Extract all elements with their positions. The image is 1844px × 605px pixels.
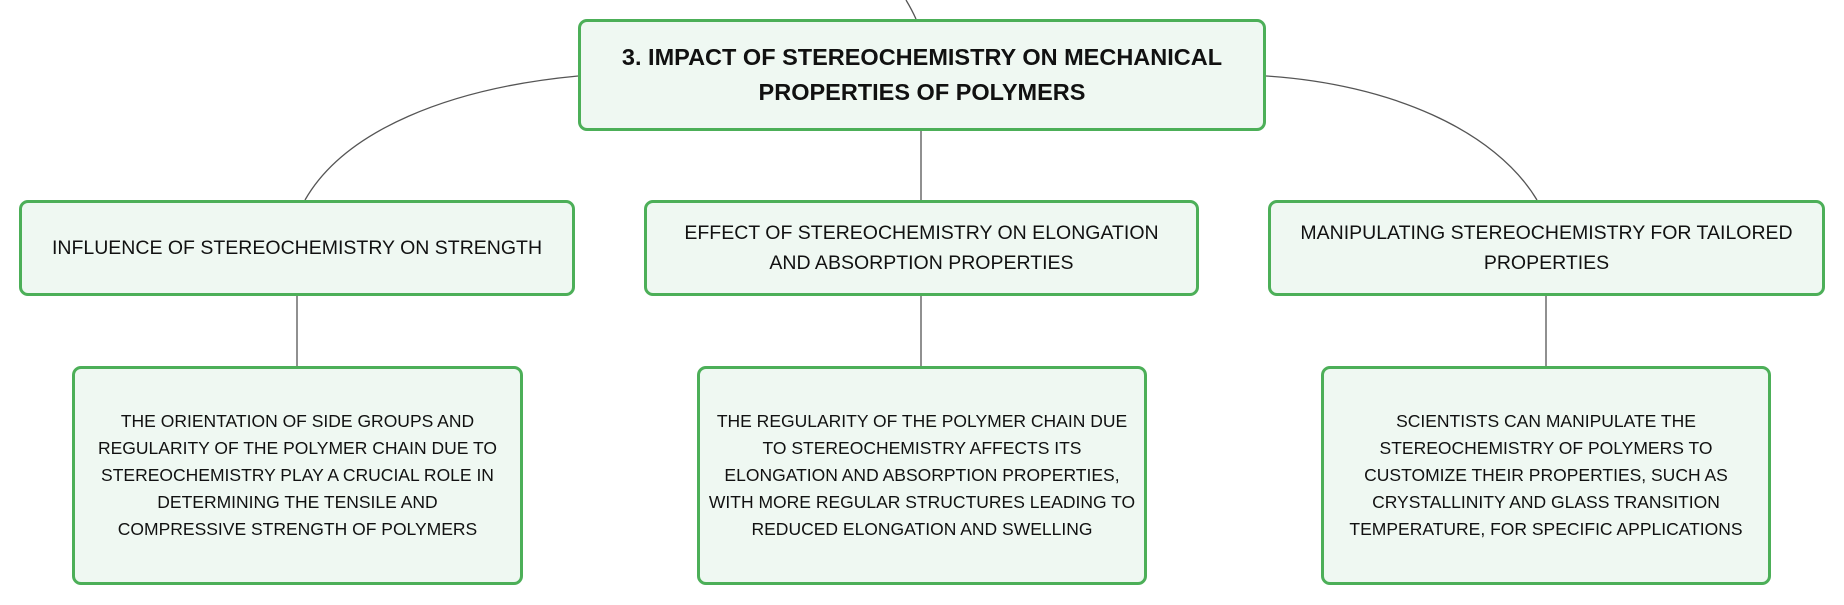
detail-text: THE ORIENTATION OF SIDE GROUPS AND REGULARITY OF THE POLYMER CHAIN DUE TO STEREOCHEMISTRY PLAY A CRUCIAL ROLE IN DETERMINING THE TENSILE AND COMPRESSIVE STRENGTH OF POLYMERS [97, 411, 497, 539]
detail-node-strength[interactable] [72, 366, 523, 585]
subtopic-node-tailored-properties[interactable] [1268, 200, 1825, 296]
root-topic-label: 3. IMPACT OF STEREOCHEMISTRY ON MECHANICAL PROPERTIES OF POLYMERS [621, 44, 1223, 105]
detail-text: SCIENTISTS CAN MANIPULATE THE STEREOCHEMISTRY OF POLYMERS TO CUSTOMIZE THEIR PROPERTIES, SUCH AS CRYSTALLINITY AND GLASS TRANSITION TEMPERATURE, FOR SPECIFIC APPLICATIONS [1349, 411, 1743, 539]
subtopic-node-strength[interactable] [19, 200, 575, 296]
subtopic-label: MANIPULATING STEREOCHEMISTRY FOR TAILORED PROPERTIES [1300, 222, 1793, 274]
detail-text: THE REGULARITY OF THE POLYMER CHAIN DUE TO STEREOCHEMISTRY AFFECTS ITS ELONGATION AND ABSORPTION PROPERTIES, WITH MORE REGULAR STRUCTURES LEADING TO REDUCED ELONGATION AND SWELLING [708, 411, 1136, 539]
root-topic-node[interactable] [578, 19, 1266, 131]
subtopic-node-elongation-absorption[interactable] [644, 200, 1199, 296]
connector-root-to-branch-3 [1266, 76, 1537, 200]
connector-root-to-branch-1 [305, 76, 578, 200]
subtopic-label: EFFECT OF STEREOCHEMISTRY ON ELONGATION AND ABSORPTION PROPERTIES [684, 222, 1159, 274]
detail-node-elongation-absorption[interactable] [697, 366, 1147, 585]
subtopic-label: INFLUENCE OF STEREOCHEMISTRY ON STRENGTH [51, 237, 543, 259]
detail-node-tailored-properties[interactable] [1321, 366, 1771, 585]
connector-incoming [906, 0, 916, 19]
